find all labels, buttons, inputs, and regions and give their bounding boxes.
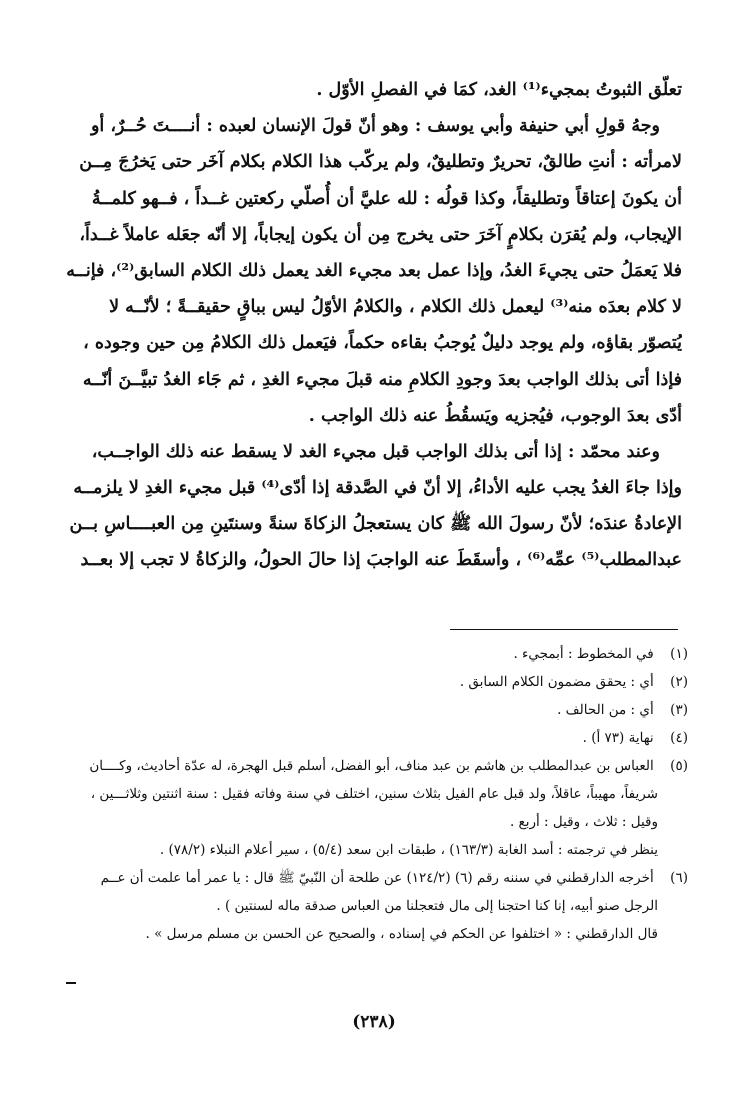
footnote-text: ينظر في ترجمته : أسد الغابة (١٦٣/٣) ، طبقات ابن سعد (٥/٤) ، سير أعلام النبلاء (٧٨/٢) . xyxy=(159,842,658,858)
footnote-text: الرجل صنو أبيه، إنا كنا احتجنا إلى مال فتعجلنا من العباس صدقة ماله لسنتين ) . xyxy=(216,898,658,914)
text-line: أدّى بعدَ الوجوب، فيُجزيه ويَسقُطُ عنه ذلك الواجب . xyxy=(308,405,682,426)
footnote-text: أخرجه الدارقطني في سننه رقم (٦) (١٢٤/٢) عن طلحة أن النّبيّ ﷺ قال : يا عمر أما علمت أن عــم xyxy=(100,870,654,886)
footnote-number: (٢) xyxy=(670,674,688,690)
footnote xyxy=(60,668,688,696)
footnote-continuation xyxy=(60,808,688,836)
footnote-separator xyxy=(450,629,678,630)
footnote-text: شريفاً، مهيباً، عاقلاً، ولد قبل عام الفيل بثلاث سنين، اختلف في سنة وفاته فقيل : سنة اثنتين وثلاثـــين ، xyxy=(90,786,658,802)
footnote-number: (٤) xyxy=(670,730,688,746)
footnotes-block xyxy=(60,640,688,948)
footnote-number: (٥) xyxy=(670,758,688,774)
footnote-text: قال الدارقطني : « اختلفوا عن الحكم في إسناده ، والصحيح عن الحسن بن مسلم مرسل » . xyxy=(145,926,658,942)
footnote-text: العباس بن عبدالمطلب بن هاشم بن عبد مناف، أبو الفضل، أسلم قبل الهجرة، له عدّة أحاديث، وكــــان xyxy=(89,758,654,774)
footnote-text: أي : يحقق مضمون الكلام السابق . xyxy=(459,674,654,690)
footnote xyxy=(60,640,688,668)
text-line: وإذا جاءَ الغدُ يجب عليه الأداءُ، إلا أنّ في الصَّدقة إذا أدّى⁽⁴⁾ قبل مجيء الغدِ لا يلزمــه xyxy=(73,478,682,499)
text-line: فلا يَعمَلُ حتى يجيءَ الغدُ، وإذا عمل بعد مجيء الغد يعمل ذلك الكلام السابق⁽²⁾، فإنــه xyxy=(66,260,682,281)
text-line: وعند محمّد : إذا أتى بذلك الواجب قبل مجيء الغد لا يسقط عنه ذلك الواجــب، xyxy=(91,441,660,462)
footnote-text: في المخطوط : أبمجيء . xyxy=(513,646,654,662)
footnote-number: (٣) xyxy=(670,702,688,718)
text-line: لا كلام بعدَه منه⁽³⁾ ليعمل ذلك الكلام ، والكلامُ الأوّلُ ليس بباقٍ حقيقــةً ؛ لأنّــه لا xyxy=(109,297,682,318)
text-line: يُتصوّر بقاؤه، ولم يوجد دليلٌ يُوجبُ بقاءه حكماً، فيَعمل ذلك الكلامُ مِن حين وجوده ، xyxy=(83,333,682,354)
footnote-continuation xyxy=(60,892,688,920)
footnote xyxy=(60,696,688,724)
footnote xyxy=(60,724,688,752)
text-line: تعلّق الثبوتُ بمجيء⁽¹⁾ الغد، كمَا في الفصلِ الأوّل . xyxy=(316,80,682,100)
text-line: الإيجاب، ولم يُقرَن بكلامٍ آخَرَ حتى يخرج مِن أن يكون إيجاباً، إلا أنّه جعَله عاملاً غــداً، xyxy=(79,224,682,245)
main-text-block xyxy=(60,72,682,579)
text-line: عبدالمطلب⁽⁵⁾ عمِّه⁽⁶⁾ ، وأسقَطَ عنه الواجبَ إذا حالَ الحولُ، والزكاةُ لا تجب إلا بعــد xyxy=(80,550,682,571)
footnote-continuation xyxy=(60,780,688,808)
footnote-number: (٦) xyxy=(670,870,688,886)
ink-mark xyxy=(66,982,76,984)
footnote xyxy=(60,864,688,892)
footnote-continuation xyxy=(60,836,688,864)
text-line: وجهُ قولِ أبي حنيفة وأبي يوسف : وهو أنّ قولَ الإنسان لعبده : أنــــتَ حُــرٌ، أو xyxy=(90,116,660,137)
footnote-number: (١) xyxy=(670,646,688,662)
text-line: الإعادةُ عندَه؛ لأنّ رسولَ الله ﷺ كان يستعجلُ الزكاةَ سنةً وسنتَينِ مِن العبــــاسِ بــن xyxy=(69,514,682,535)
footnote xyxy=(60,752,688,780)
text-line: فإذا أتى بذلك الواجب بعدَ وجودِ الكلامِ منه قبلَ مجيء الغدِ ، ثم جَاء الغدُ تبيَّــنَ أنّــه xyxy=(82,369,682,390)
footnote-continuation xyxy=(60,920,688,948)
page-number: (٢٣٨) xyxy=(352,1012,396,1032)
footnote-text: وقيل : ثلاث ، وقيل : أربع . xyxy=(509,814,658,830)
footnote-text: أي : من الحالف . xyxy=(557,702,654,718)
text-line: أن يكونَ إعتاقاً وتطليقاً، وكذا قولُه : لله عليَّ أن أُصلّي ركعتين غــداً ، فــهو كلمــةُ xyxy=(91,188,682,209)
text-line: لامرأته : أنتِ طالقٌ، تحريرٌ وتطليقٌ، ولم يركّب هذا الكلام بكلام آخَر حتى يَخرُجَ مِــن xyxy=(79,152,682,173)
footnote-text: نهاية (٧٣ أ) . xyxy=(582,730,654,746)
